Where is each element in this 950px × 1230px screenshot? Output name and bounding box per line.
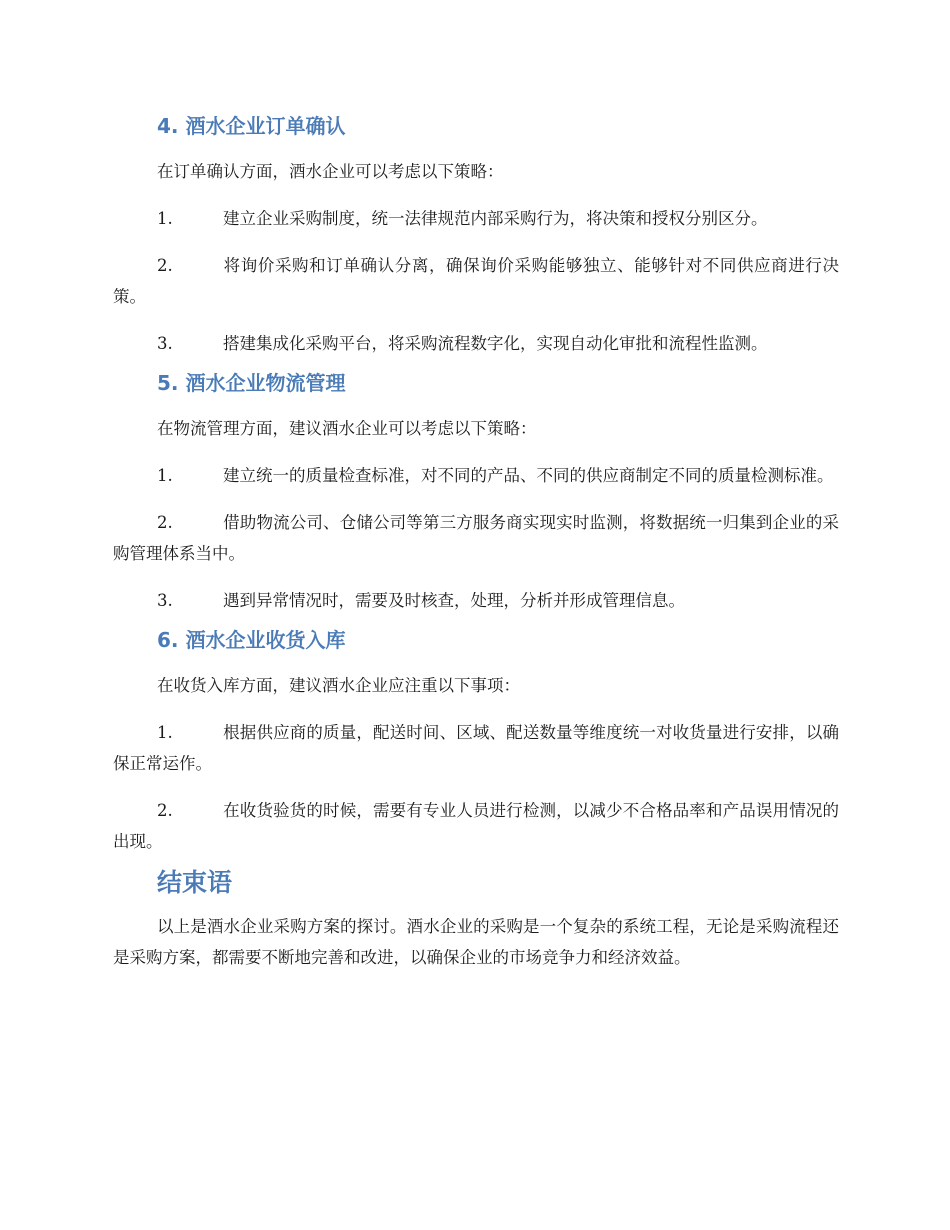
- list-item-text: 在收货验货的时候，需要有专业人员进行检测，以减少不合格品率和产品误用情况的出现。: [113, 801, 839, 851]
- list-item-number: 2.: [157, 801, 173, 820]
- section-intro-5: 在物流管理方面，建议酒水企业可以考虑以下策略：: [157, 419, 537, 438]
- list-item-number: 1.: [157, 209, 173, 228]
- list-item-text: 将询价采购和订单确认分离，确保询价采购能够独立、能够针对不同供应商进行决策。: [113, 256, 839, 306]
- list-item-text: 根据供应商的质量，配送时间、区域、配送数量等维度统一对收货量进行安排，以确保正常运作。: [113, 723, 839, 773]
- conclusion-text: 以上是酒水企业采购方案的探讨。酒水企业的采购是一个复杂的系统工程，无论是采购流程还是采购方案，都需要不断地完善和改进，以确保企业的市场竞争力和经济效益。: [113, 917, 839, 967]
- list-item-text: 建立统一的质量检查标准，对不同的产品、不同的供应商制定不同的质量检测标准。: [223, 466, 834, 485]
- list-item: [113, 717, 839, 779]
- list-item: [113, 250, 839, 312]
- conclusion-heading: 结束语: [157, 868, 233, 897]
- list-item: [113, 328, 839, 359]
- list-item-number: 2.: [157, 256, 173, 275]
- list-item-number: 1.: [157, 723, 173, 742]
- list-item-number: 3.: [157, 334, 173, 353]
- section-heading-6: 6. 酒水企业收货入库: [157, 628, 346, 652]
- list-item: [113, 585, 839, 616]
- list-item-number: 1.: [157, 466, 173, 485]
- document-body: [113, 110, 839, 989]
- list-item: [113, 460, 839, 491]
- list-item-text: 建立企业采购制度，统一法律规范内部采购行为，将决策和授权分别区分。: [223, 209, 768, 228]
- section-heading-5: 5. 酒水企业物流管理: [157, 371, 346, 395]
- list-item-text: 搭建集成化采购平台，将采购流程数字化，实现自动化审批和流程性监测。: [223, 334, 768, 353]
- list-item-number: 3.: [157, 591, 173, 610]
- list-item: [113, 795, 839, 857]
- section-heading-4: 4. 酒水企业订单确认: [157, 114, 346, 138]
- list-item: [113, 507, 839, 569]
- list-item-text: 借助物流公司、仓储公司等第三方服务商实现实时监测，将数据统一归集到企业的采购管理体系当中。: [113, 513, 839, 563]
- section-intro-4: 在订单确认方面，酒水企业可以考虑以下策略：: [157, 162, 504, 181]
- list-item: [113, 203, 839, 234]
- section-intro-6: 在收货入库方面，建议酒水企业应注重以下事项：: [157, 676, 520, 695]
- list-item-text: 遇到异常情况时，需要及时核查，处理，分析并形成管理信息。: [223, 591, 685, 610]
- list-item-number: 2.: [157, 513, 173, 532]
